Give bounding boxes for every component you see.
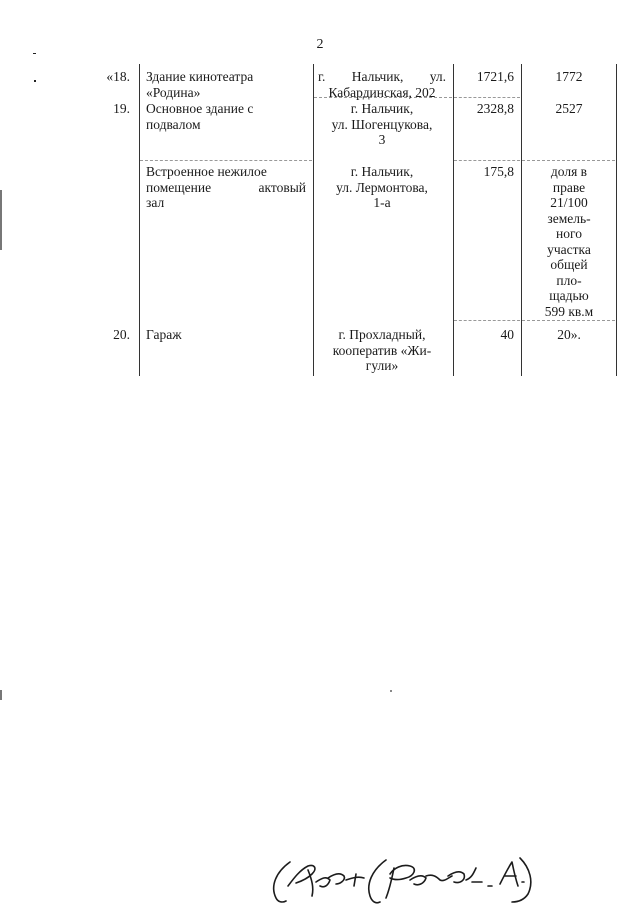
row-separator [454, 320, 520, 322]
row-separator [522, 160, 615, 162]
cell-area: 40 [500, 327, 514, 342]
value-line: 21/100 [550, 195, 588, 210]
value-line: участка [547, 241, 591, 257]
name-line: Здание кинотеатра [146, 69, 254, 84]
address-line: г. Нальчик, [350, 164, 414, 179]
column-divider [616, 64, 617, 376]
column-divider [521, 64, 522, 376]
page-number: 2 [316, 37, 324, 52]
name-line: подвалом [146, 116, 201, 132]
address-line: г. Прохладный, [338, 327, 426, 342]
value-line: общей [550, 257, 588, 272]
value-line: 1772 [555, 69, 583, 84]
cell-num: 20. [113, 327, 130, 342]
name-line: Гараж [146, 327, 182, 342]
cell-address [318, 101, 446, 148]
cell-address [318, 164, 446, 211]
name-line: «Родина» [146, 84, 201, 100]
cell-area: 1721,6 [476, 69, 514, 84]
cell-value [524, 327, 614, 343]
address-line: 3 [378, 132, 386, 147]
cell-value [524, 164, 614, 319]
address-line: гули» [365, 358, 399, 373]
column-divider [453, 64, 454, 376]
row-separator [522, 320, 615, 322]
cell-area: 175,8 [483, 164, 514, 179]
address-line: г. Нальчик, ул. [318, 69, 446, 84]
name-line: Встроенное нежилое [146, 164, 267, 179]
address-line: Кабардинская, 202 [328, 84, 436, 100]
value-line: 599 кв.м [544, 303, 594, 319]
address-line: 1-а [373, 195, 391, 210]
scan-mark [390, 690, 392, 692]
name-line: Основное здание с [146, 101, 254, 116]
address-line: ул. Лермонтова, [336, 179, 428, 195]
cell-value [524, 101, 614, 117]
name-line: помещение актовый [146, 179, 306, 195]
cell-name [146, 164, 306, 211]
column-divider [313, 64, 314, 376]
cell-address [318, 69, 446, 100]
scan-mark [0, 190, 2, 250]
address-line: ул. Шогенцукова, [331, 116, 433, 132]
signature [268, 856, 538, 906]
cell-value [524, 69, 614, 85]
value-line: доля в [550, 164, 588, 179]
cell-name [146, 69, 306, 100]
value-line: щадью [549, 288, 589, 303]
value-line: ного [556, 226, 582, 241]
cell-name [146, 327, 306, 343]
address-line: г. Нальчик, [350, 101, 414, 116]
scan-mark [0, 690, 2, 700]
row-separator [454, 97, 520, 99]
cell-name [146, 101, 306, 132]
value-line: 20». [557, 327, 581, 342]
name-line: зал [146, 195, 165, 210]
cell-num: 19. [113, 101, 130, 116]
row-separator [140, 160, 312, 162]
scan-mark [34, 80, 36, 82]
column-divider [139, 64, 140, 376]
value-line: земель- [547, 210, 591, 226]
cell-area: 2328,8 [476, 101, 514, 116]
value-line: пло- [556, 272, 582, 288]
scan-mark [33, 53, 36, 54]
value-line: 2527 [555, 101, 583, 116]
value-line: праве [552, 179, 586, 195]
cell-address [318, 327, 446, 374]
handwritten-signature [268, 856, 538, 906]
cell-num: «18. [106, 69, 130, 84]
row-separator [454, 160, 520, 162]
address-line: кооператив «Жи- [332, 342, 432, 358]
